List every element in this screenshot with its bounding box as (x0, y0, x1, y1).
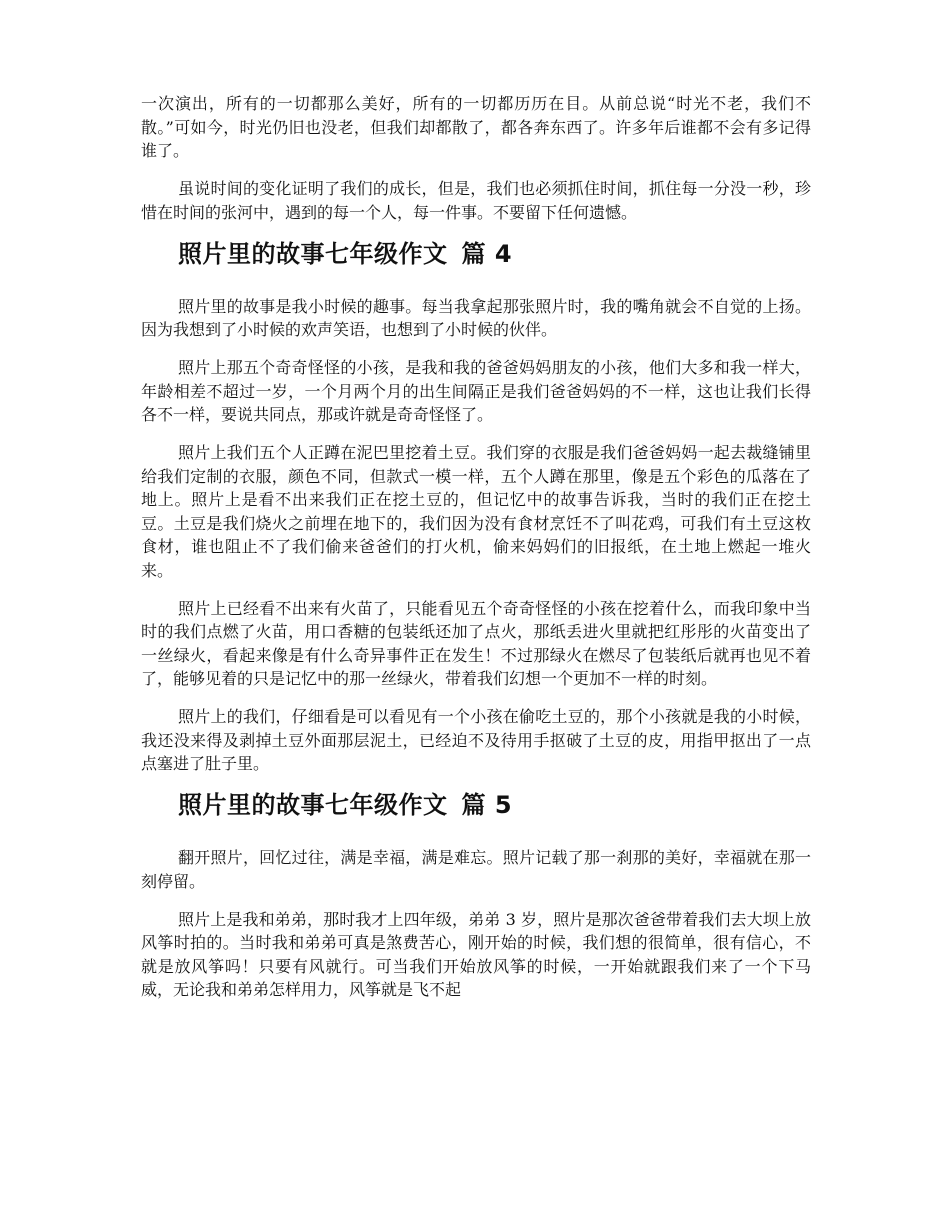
section-title: 照片里的故事七年级作文 (178, 239, 448, 268)
paragraph: 照片里的故事是我小时候的趣事。每当我拿起那张照片时，我的嘴角就会不自觉的上扬。因为我想到了小时候的欢声笑语，也想到了小时候的伙伴。 (141, 296, 811, 339)
section-title: 照片里的故事七年级作文 (178, 791, 448, 819)
paragraph: 照片上的我们，仔细看是可以看见有一个小孩在偷吃土豆的，那个小孩就是我的小时候，我还没来得及剥掉土豆外面那层泥土，已经迫不及待用手抠破了土豆的皮，用指甲抠出了一点点塞进了肚子里。 (141, 707, 811, 773)
section-number: 篇 4 (461, 239, 513, 268)
paragraph: 照片上我们五个人正蹲在泥巴里挖着土豆。我们穿的衣服是我们爸爸妈妈一起去裁缝铺里给我们定制的衣服，颜色不同，但款式一模一样，五个人蹲在那里，像是五个彩色的瓜落在了地上。照片上是看不出来我们正在挖土豆的，但记忆中的故事告诉我，当时的我们正在挖土豆。土豆是我们烧火之前埋在地下的，我们因为没有食材烹饪不了叫花鸡，可我们有土豆这枚食材，谁也阻止不了我们偷来爸爸们的打火机，偷来妈妈们的旧报纸，在土地上燃起一堆火来。 (141, 443, 811, 580)
paragraph: 照片上已经看不出来有火苗了，只能看见五个奇奇怪怪的小孩在挖着什么，而我印象中当时的我们点燃了火苗，用口香糖的包装纸还加了点火，那纸丢进火里就把红彤彤的火苗变出了一丝绿火，看起来像是有什么奇异事件正在发生！不过那绿火在燃尽了包装纸后就再也见不着了，能够见着的只是记忆中的那一丝绿火，带着我们幻想一个更加不一样的时刻。 (141, 598, 811, 688)
section-heading-5 (178, 790, 811, 820)
section-number: 篇 5 (461, 791, 513, 819)
paragraph-continued: 一次演出，所有的一切都那么美好，所有的一切都历历在目。从前总说“时光不老，我们不散。”可如今，时光仍旧也没老，但我们却都散了，都各奔东西了。许多年后谁都不会有多记得谁了。 (141, 94, 811, 160)
section-heading-4 (178, 239, 811, 269)
document-page (141, 92, 811, 1016)
paragraph: 照片上是我和弟弟，那时我才上四年级，弟弟 3 岁，照片是那次爸爸带着我们去大坝上放风筝时拍的。当时我和弟弟可真是煞费苦心，刚开始的时候，我们想的很简单，很有信心，不就是放风筝吗！只要有风就行。可当我们开始放风筝的时候，一开始就跟我们来了一个下马威，无论我和弟弟怎样用力，风筝就是飞不起 (141, 909, 811, 999)
paragraph: 翻开照片，回忆过往，满是幸福，满是难忘。照片记载了那一刹那的美好，幸福就在那一刻停留。 (141, 848, 811, 891)
paragraph: 照片上那五个奇奇怪怪的小孩，是我和我的爸爸妈妈朋友的小孩，他们大多和我一样大，年龄相差不超过一岁，一个月两个月的出生间隔正是我们爸爸妈妈的不一样，这也让我们长得各不一样，要说共同点，那或许就是奇奇怪怪了。 (141, 358, 811, 424)
paragraph: 虽说时间的变化证明了我们的成长，但是，我们也必须抓住时间，抓住每一分没一秒，珍惜在时间的张河中，遇到的每一个人，每一件事。不要留下任何遗憾。 (141, 179, 811, 222)
